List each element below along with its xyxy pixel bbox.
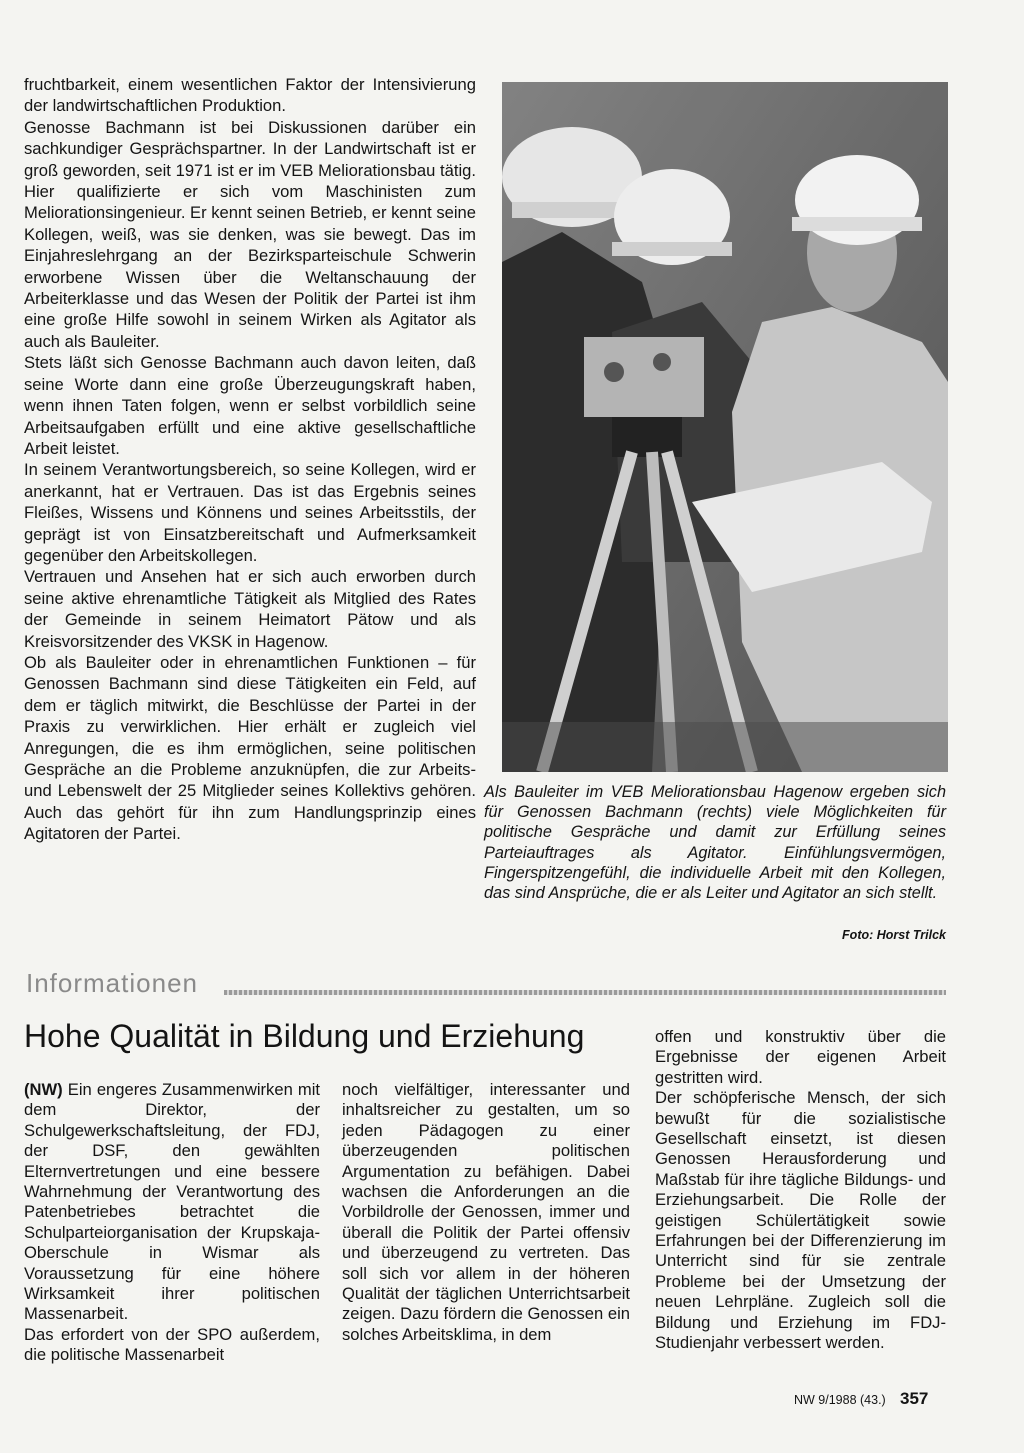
- article-headline: Hohe Qualität in Bildung und Erziehung: [24, 1018, 585, 1054]
- article-lead-tag: (NW): [24, 1080, 63, 1099]
- article-col3-paragraph-2: Der schöpferische Mensch, der sich bewußt für die sozialistische Gesellschaft einsetzt, ist diesen Genossen Herausforderung und Maßstab für ihre tägliche Bildungs- und Erziehungsarbeit. Die Rolle der geistigen Schülertätigkeit sowie Erfahrungen bei der Differenzierung im Unterricht sind für sie zentrale Probleme bei der Umsetzung der neuen Lehrpläne. Zugleich soll die Bildung und Erziehung im FDJ-Studienjahr verbessert werden.: [655, 1088, 946, 1353]
- article-col3-paragraph-1: offen und konstruktiv über die Ergebnisse der eigenen Arbeit gestritten wird.: [655, 1027, 946, 1087]
- photo-caption: Als Bauleiter im VEB Meliorationsbau Hagenow ergeben sich für Genossen Bachmann (rechts) viele Möglichkeiten für politische Gespräche und damit zur Erfüllung seines Parteiauftrages als Agitator. Einfühlungsvermögen, Fingerspitzengefühl, die individuelle Arbeit mit den Kollegen, das sind Ansprüche, die er als Leiter und Agitator an sich stellt.: [484, 783, 946, 903]
- body-paragraph-6: Ob als Bauleiter oder in ehrenamtlichen Funktionen – für Genossen Bachmann sind diese Tätigkeiten ein Feld, auf dem er täglich mitwirkt, die Beschlüsse der Partei in der Praxis zu verwirklichen. Hier erhält er zugleich viel Anregungen, die es ihm ermöglichen, seine politischen Gespräche an die Probleme anzuknüpfen, die zur Arbeits- und Lebenswelt der 25 Mitglieder seines Kollektivs gehören. Auch das gehört für ihn zum Handlungsprinzip eines Agitatoren der Partei.: [24, 652, 476, 844]
- body-paragraph-1: fruchtbarkeit, einem wesentlichen Faktor der Intensivierung der landwirtschaftlichen Produktion.: [24, 75, 476, 116]
- article-continuation-column: [24, 74, 476, 845]
- photo-credit: Foto: Horst Trilck: [842, 928, 946, 942]
- article-col1-paragraph-1: [24, 1080, 320, 1325]
- body-paragraph-3: Stets läßt sich Genosse Bachmann auch davon leiten, daß seine Worte dann eine große Überzeugungskraft haben, wenn ihnen Taten folgen, wenn er selbst vorbildlich seine Arbeitsaufgaben erfüllt und eine aktive gesellschaftliche Arbeit leistet.: [24, 353, 476, 458]
- body-paragraph-2: Genosse Bachmann ist bei Diskussionen darüber ein sachkundiger Gesprächspartner. In der Landwirtschaft ist er groß geworden, seit 1971 ist er im VEB Meliorationsbau tätig. Hier qualifizierte er sich vom Maschinisten zum Meliorationsingenieur. Er kennt seinen Betrieb, er kennt seine Kollegen, weiß, was sie denken, was sie bewegt. Das im Einjahreslehrgang an der Bezirksparteischule Schwerin erworbene Wissen über die Weltanschauung der Arbeiterklasse und das Wesen der Politik der Partei ist ihm eine große Hilfe sowohl in seinem Wirken als Agitator als auch als Bauleiter.: [24, 117, 476, 351]
- page-number: 357: [900, 1389, 929, 1408]
- construction-site-photo: [502, 82, 948, 772]
- section-label: Informationen: [26, 968, 198, 998]
- photo-illustration: [502, 82, 948, 772]
- article-col1-paragraph-2: Das erfordert von der SPO außerdem, die politische Massenarbeit: [24, 1324, 320, 1365]
- article-col1-text: Ein engeres Zusammenwirken mit dem Direktor, der Schulgewerkschaftsleitung, der FDJ, der DSF, den gewählten Elternvertretungen und eine bessere Wahrnehmung der Verantwortung des Patenbetriebes betrachtet die Schulparteiorganisation der Krupskaja-Oberschule in Wismar als Voraussetzung für eine höhere Wirksamkeit ihrer politischen Massenarbeit.: [24, 1080, 320, 1324]
- issue-reference: NW 9/1988 (43.): [794, 1393, 886, 1407]
- body-paragraph-5: Vertrauen und Ansehen hat er sich auch erworben durch seine aktive ehrenamtliche Tätigkeit als Mitglied des Rates der Gemeinde in seinem Heimatort Pätow und als Kreisvorsitzender des VKSK in Hagenow.: [24, 567, 476, 651]
- section-rule: [224, 990, 946, 995]
- article-column-1: [24, 1080, 320, 1366]
- article-column-2: [342, 1080, 630, 1345]
- body-paragraph-4: In seinem Verantwortungsbereich, so seine Kollegen, wird er anerkannt, hat er Vertrauen. Das ist das Ergebnis seines Fleißes, Wissens und Könnens und seines Arbeitsstils, der geprägt ist von Einsatzbereitschaft und Aufmerksamkeit gegenüber den Arbeitskollegen.: [24, 460, 476, 565]
- article-column-3: [655, 1027, 946, 1354]
- article-col2-paragraph-1: noch vielfältiger, interessanter und inhaltsreicher zu gestalten, um so jeden Pädagogen zu einer überzeugenden politischen Argumentation zu befähigen. Dabei wachsen die Anforderungen an die Vorbildrolle der Genossen, immer und überall die Politik der Partei offensiv und überzeugend zu vertreten. Das soll sich vor allem in der höheren Qualität der täglichen Unterrichtsarbeit zeigen. Dazu fördern die Genossen ein solches Arbeitsklima, in dem: [342, 1080, 630, 1344]
